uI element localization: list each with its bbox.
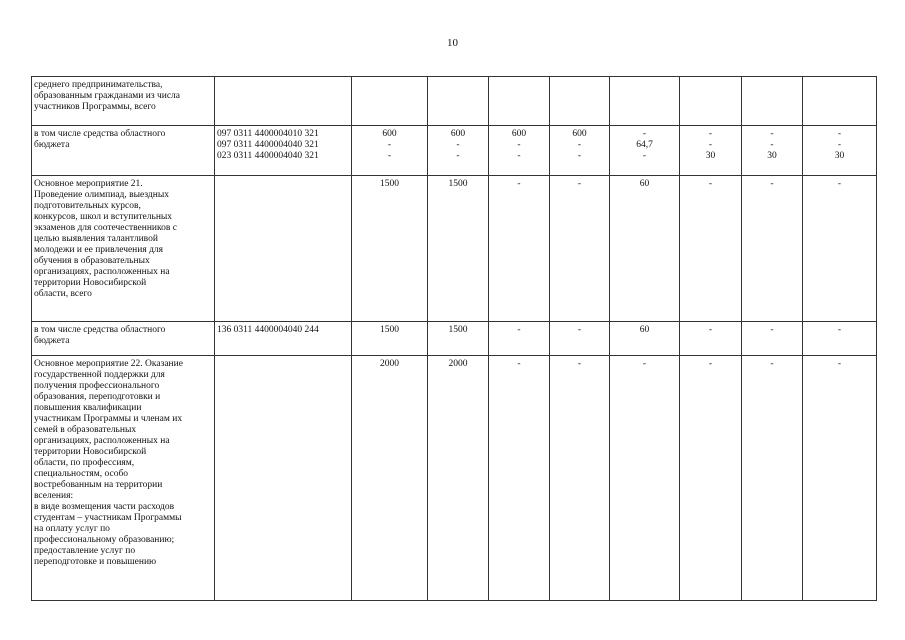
amount-cell [803, 77, 877, 126]
amount-cell [803, 356, 877, 601]
cell-line: - [770, 325, 774, 335]
cell-line: 023 0311 4400004040 321 [217, 151, 319, 161]
cell-line: участникам Программы и членам их [34, 414, 183, 424]
budget-code-cell [215, 126, 352, 176]
cell-line: 2000 [380, 359, 399, 369]
cell-line: конкурсов, школ и вступительных [34, 212, 173, 222]
amount-cell [428, 126, 489, 176]
cell-line: востребованным на территории [34, 480, 163, 490]
amount-cell [742, 322, 803, 356]
amount-cell [610, 126, 680, 176]
cell-line: 600 [382, 129, 397, 139]
amount-cell [610, 77, 680, 126]
amount-cell [550, 176, 610, 322]
amount-cell [428, 322, 489, 356]
cell-line: - [517, 179, 521, 189]
amount-cell [550, 126, 610, 176]
cell-line: целью выявления талантливой [34, 234, 158, 244]
cell-line: молодежи и ее привлечения для [34, 245, 164, 255]
cell-line: - [577, 179, 582, 189]
amount-cell [680, 356, 742, 601]
cell-line: бюджета [34, 336, 70, 346]
cell-line: предоставление услуг по [34, 546, 136, 556]
table-row [32, 176, 877, 322]
cell-line: вселения: [34, 491, 74, 501]
cell-line: 60 [639, 179, 650, 189]
cell-line: участников Программы, всего [34, 102, 156, 112]
cell-line: в виде возмещения части расходов [34, 502, 175, 512]
amount-cell [352, 77, 428, 126]
amount-cell [352, 176, 428, 322]
cell-line: области, по профессиям, [34, 458, 135, 468]
amount-cell [428, 176, 489, 322]
cell-line: переподготовке и повышению [34, 557, 157, 567]
amount-cell [489, 77, 550, 126]
amount-cell [610, 322, 680, 356]
cell-line: 30 [767, 151, 777, 161]
cell-line: 60 [639, 325, 650, 335]
cell-line: государственной поддержки для [34, 370, 165, 380]
amount-cell [680, 77, 742, 126]
cell-line: 600 [572, 129, 587, 139]
cell-line: - [770, 129, 774, 139]
amount-cell [352, 356, 428, 601]
amount-cell [610, 176, 680, 322]
amount-cell [680, 126, 742, 176]
activity-name-cell [32, 356, 215, 601]
cell-line: в том числе средства областного [34, 325, 166, 335]
amount-cell [742, 176, 803, 322]
cell-line: повышения квалификации [34, 403, 142, 413]
cell-line: образованным гражданами из числа [34, 91, 181, 101]
cell-line: Основное мероприятие 22. Оказание [34, 359, 183, 369]
table-row [32, 77, 877, 126]
cell-line: специальностям, особо [34, 469, 129, 479]
amount-cell [742, 356, 803, 601]
cell-line: - [387, 140, 392, 150]
budget-table [31, 76, 877, 601]
cell-line: территории Новосибирской [34, 278, 147, 288]
cell-line: организациях, расположенных на [34, 436, 170, 446]
table-body [32, 77, 877, 601]
cell-line: в том числе средства областного [34, 129, 166, 139]
amount-cell [680, 322, 742, 356]
amount-cell [742, 77, 803, 126]
cell-line: образования, переподготовки и [34, 392, 161, 402]
cell-line: получения профессионального [34, 381, 160, 391]
cell-line: - [517, 359, 521, 369]
cell-line: бюджета [34, 140, 70, 150]
cell-line: - [837, 359, 842, 369]
cell-line: - [837, 179, 842, 189]
cell-line: экзаменов для соотечественников с [34, 223, 177, 233]
amount-cell [428, 77, 489, 126]
cell-line: - [456, 151, 460, 161]
amount-cell [742, 126, 803, 176]
budget-code-cell [215, 176, 352, 322]
amount-cell [803, 322, 877, 356]
cell-line: территории Новосибирской [34, 447, 147, 457]
table-row [32, 126, 877, 176]
cell-line: - [708, 140, 713, 150]
budget-code-cell [215, 322, 352, 356]
amount-cell [610, 356, 680, 601]
cell-line: 64,7 [636, 140, 653, 150]
cell-line: семей в образовательных [34, 425, 137, 435]
cell-line: 600 [450, 129, 466, 139]
cell-line: - [642, 151, 647, 161]
cell-line: - [708, 179, 713, 189]
amount-cell [352, 322, 428, 356]
amount-cell [489, 126, 550, 176]
amount-cell [352, 126, 428, 176]
cell-line: области, всего [34, 289, 92, 299]
amount-cell [550, 77, 610, 126]
cell-line: организациях, расположенных на [34, 267, 170, 277]
cell-line: - [517, 140, 521, 150]
amount-cell [489, 176, 550, 322]
cell-line: среднего предпринимательства, [34, 80, 163, 90]
cell-line: Проведение олимпиад, выездных [34, 190, 169, 200]
cell-line: студентам – участникам Программы [34, 513, 182, 523]
cell-line: - [577, 359, 582, 369]
cell-line: подготовительных курсов, [34, 201, 141, 211]
cell-line: - [837, 129, 842, 139]
activity-name-cell [32, 77, 215, 126]
cell-line: - [770, 140, 774, 150]
cell-line: профессиональному образованию; [34, 535, 175, 545]
cell-line: 2000 [448, 359, 468, 369]
amount-cell [489, 322, 550, 356]
budget-code-cell [215, 77, 352, 126]
cell-line: - [642, 359, 647, 369]
cell-line: 1500 [448, 325, 468, 335]
cell-line: - [387, 151, 392, 161]
cell-line: - [642, 129, 647, 139]
activity-name-cell [32, 126, 215, 176]
amount-cell [550, 322, 610, 356]
cell-line: - [837, 140, 842, 150]
cell-line: 30 [834, 151, 845, 161]
cell-line: 136 0311 4400004040 244 [217, 325, 319, 335]
amount-cell [489, 356, 550, 601]
cell-line: - [770, 179, 774, 189]
cell-line: 1500 [448, 179, 468, 189]
cell-line: - [708, 359, 713, 369]
cell-line: - [577, 140, 582, 150]
cell-line: - [708, 129, 713, 139]
amount-cell [803, 126, 877, 176]
amount-cell [550, 356, 610, 601]
table-row [32, 356, 877, 601]
cell-line: - [517, 151, 521, 161]
cell-line: - [517, 325, 521, 335]
cell-line: 30 [705, 151, 716, 161]
cell-line: 600 [511, 129, 527, 139]
amount-cell [680, 176, 742, 322]
cell-line: - [708, 325, 713, 335]
cell-line: - [456, 140, 460, 150]
budget-code-cell [215, 356, 352, 601]
amount-cell [803, 176, 877, 322]
page-number: 10 [447, 37, 458, 49]
cell-line: 1500 [380, 179, 399, 189]
cell-line: Основное мероприятие 21. [34, 179, 143, 189]
activity-name-cell [32, 176, 215, 322]
cell-line: - [577, 151, 582, 161]
cell-line: 1500 [380, 325, 399, 335]
amount-cell [428, 356, 489, 601]
activity-name-cell [32, 322, 215, 356]
cell-line: 097 0311 4400004040 321 [217, 140, 319, 150]
cell-line: на оплату услуг по [34, 524, 110, 534]
cell-line: обучения в образовательных [34, 256, 150, 266]
cell-line: 097 0311 4400004010 321 [217, 129, 319, 139]
cell-line: - [837, 325, 842, 335]
cell-line: - [770, 359, 774, 369]
cell-line: - [577, 325, 582, 335]
table-row [32, 322, 877, 356]
